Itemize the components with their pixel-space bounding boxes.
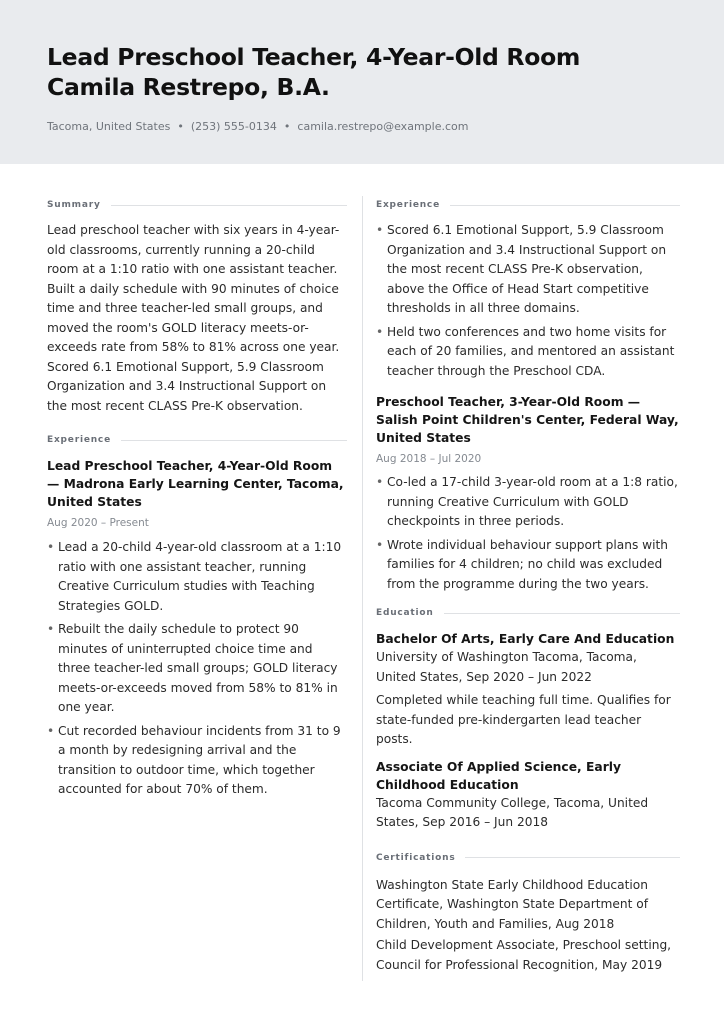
job-dates: Aug 2018 – Jul 2020 [376, 453, 482, 465]
resume-title [47, 42, 580, 102]
list-item: • Lead a 20-child 4-year-old classroom at a 1:10 ratio with one assistant teacher, running Creative Curriculum studies with Teaching Strategies GOLD. [47, 538, 347, 616]
degree-title: Associate Of Applied Science, Early Childhood Education [376, 759, 621, 792]
summary-paragraph: Lead preschool teacher with six years in 4-year-old classrooms, currently running a 20-child room at a 1:10 ratio with one assistant teacher. Built a daily schedule with 90 minutes of choice time and three teacher-led small groups, and moved the room's GOLD literacy meets-or-exceeds rate from 58% to 81% across one year. Scored 6.1 Emotional Support, 5.9 Classroom Organization and 3.4 Instructional Support on the most recent CLASS Pre-K observation. [47, 223, 340, 413]
section-heading-label: Certifications [376, 852, 456, 863]
certification-item: Child Development Associate, Preschool setting, Council for Professional Recognition, May 2019 [376, 938, 672, 972]
contact-separator: • [177, 120, 184, 133]
job-title: Preschool Teacher, 3-Year-Old Room — Salish Point Children's Center, Federal Way, United States [376, 395, 679, 445]
section-rule [111, 205, 347, 206]
list-item: • Scored 6.1 Emotional Support, 5.9 Classroom Organization and 3.4 Instructional Support on the most recent CLASS Pre-K observation, above the Office of Head Start competitive thresholds in all three domains. [376, 221, 680, 319]
section-heading-label: Education [376, 608, 434, 618]
education-section-heading [376, 604, 680, 622]
section-rule [444, 613, 680, 614]
left-column [47, 196, 347, 800]
section-heading-label: Summary [47, 200, 101, 210]
list-item: • Held two conferences and two home visits for each of 20 families, and mentored an assistant teacher through the Preschool CDA. [376, 323, 680, 382]
job-bullets [376, 473, 680, 594]
contact-line [47, 120, 468, 134]
candidate-name: Camila Restrepo, B.A. [47, 73, 330, 101]
experience-section-heading [47, 431, 347, 449]
school-details: Tacoma Community College, Tacoma, United States, Sep 2016 – Jun 2018 [376, 795, 649, 829]
list-item: • Rebuilt the daily schedule to protect 90 minutes of uninterrupted choice time and three teacher-led small groups; GOLD literacy meets-or-exceeds moved from 58% to 81% in one year. [47, 620, 347, 718]
experience-section-heading [376, 196, 680, 214]
certification-item: Washington State Early Childhood Education Certificate, Washington State Department of Children, Youth and Families, Aug 2018 [376, 877, 649, 931]
section-heading-label: Experience [376, 200, 440, 210]
summary-section-heading [47, 196, 347, 214]
location-text: Tacoma, United States [47, 120, 171, 133]
certifications-section-heading [376, 849, 680, 867]
contact-separator: • [283, 120, 291, 133]
list-item: • Cut recorded behaviour incidents from 31 to 9 a month by redesigning arrival and the transition to outdoor time, which together accounted for about 70% of them. [47, 722, 347, 800]
list-item: • Wrote individual behaviour support plans with families for 4 children; no child was excluded from the programme during the two years. [376, 536, 680, 595]
degree-title: Bachelor Of Arts, Early Care And Education [376, 632, 675, 646]
right-column [376, 196, 680, 975]
section-heading-label: Experience [47, 435, 111, 445]
school-details: University of Washington Tacoma, Tacoma, United States, Sep 2020 – Jun 2022 [376, 650, 637, 684]
section-rule [121, 440, 347, 441]
job-dates: Aug 2020 – Present [47, 517, 149, 529]
list-item: • Co-led a 17-child 3-year-old room at a 1:8 ratio, running Creative Curriculum with GOLD checkpoints in three periods. [376, 473, 680, 532]
phone-text: (253) 555-0134 [190, 120, 277, 133]
section-rule [465, 857, 680, 858]
job-title: Lead Preschool Teacher, 4-Year-Old Room — Madrona Early Learning Center, Tacoma, United States [47, 459, 344, 509]
job-title-heading: Lead Preschool Teacher, 4-Year-Old Room [47, 43, 581, 71]
job-bullets [47, 538, 347, 800]
job-bullets [376, 221, 680, 381]
resume-header [0, 0, 724, 164]
column-divider [362, 196, 363, 981]
section-rule [450, 205, 680, 206]
education-note: Completed while teaching full time. Qualifies for state-funded pre-kindergarten lead teacher posts. [376, 693, 671, 746]
email-link[interactable]: camila.restrepo@example.com [297, 120, 469, 133]
